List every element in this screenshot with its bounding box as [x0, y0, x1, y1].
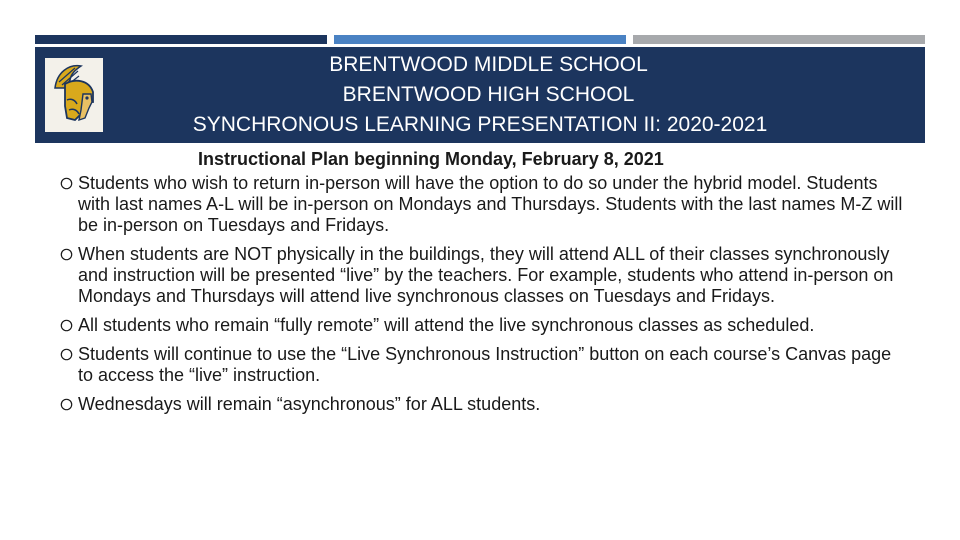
list-item: [60, 344, 910, 386]
bullet-text: Wednesdays will remain “asynchronous” for ALL students.: [78, 394, 541, 414]
list-item: [60, 173, 910, 236]
circle-bullet-icon: [60, 248, 73, 261]
bullet-text: Students who wish to return in-person will have the option to do so under the hybrid model. Students with last names A-L will be in-person on Mondays and Thursdays. Students with the last names M-Z will be in-person on Tuesdays and Fridays.: [78, 173, 903, 235]
circle-bullet-icon: [60, 398, 73, 411]
accent-bar-gray: [633, 35, 925, 44]
bullet-list: [60, 173, 910, 415]
slide-content: [60, 148, 910, 423]
list-item: [60, 244, 910, 307]
title-line-presentation: SYNCHRONOUS LEARNING PRESENTATION II: 2020-2021: [192, 113, 768, 136]
bullet-text: All students who remain “fully remote” will attend the live synchronous classes as scheduled.: [78, 315, 815, 335]
accent-bar-dark: [35, 35, 327, 44]
bullet-text: Students will continue to use the “Live Synchronous Instruction” button on each course’s Canvas page to access the “live” instruction.: [78, 344, 892, 385]
circle-bullet-icon: [60, 348, 73, 361]
circle-bullet-icon: [60, 177, 73, 190]
title-banner: [35, 47, 925, 143]
circle-bullet-icon: [60, 319, 73, 332]
slide-subtitle: Instructional Plan beginning Monday, February 8, 2021: [198, 149, 664, 169]
title-block: [35, 50, 925, 140]
title-line-middle-school: BRENTWOOD MIDDLE SCHOOL: [329, 53, 648, 76]
bullet-text: When students are NOT physically in the buildings, they will attend ALL of their classes synchronously and instruction will be presented “live” by the teachers. For example, students who attend in-person on Mondays and Thursdays will attend live synchronous classes on Tuesdays and Fridays.: [78, 244, 894, 306]
list-item: [60, 394, 910, 415]
accent-bar-blue: [334, 35, 626, 44]
title-line-high-school: BRENTWOOD HIGH SCHOOL: [342, 83, 635, 106]
top-accent-bars: [35, 35, 925, 44]
list-item: [60, 315, 910, 336]
